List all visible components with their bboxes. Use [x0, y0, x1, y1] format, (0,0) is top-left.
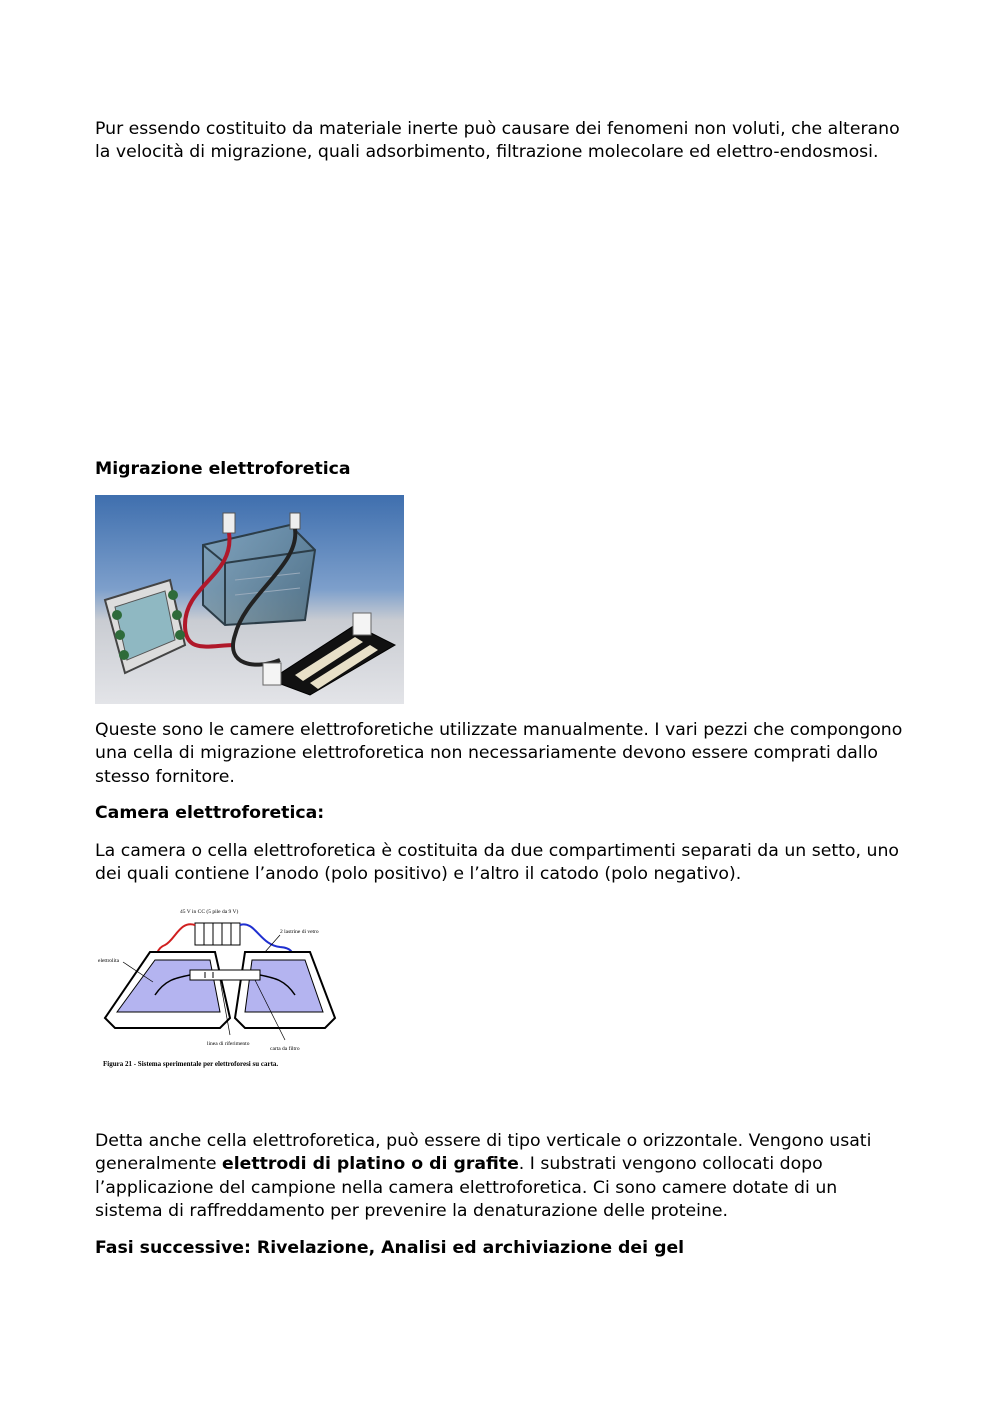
- electrophoresis-chambers-photo: [95, 495, 404, 704]
- label-electrolyte: elettrolita: [98, 958, 120, 964]
- section-heading-fasi: Fasi successive: Rivelazione, Analisi ed archiviazione dei gel: [95, 1238, 685, 1258]
- electrophoresis-diagram: [95, 900, 345, 1075]
- intro-paragraph: Pur essendo costituito da materiale inerte può causare dei fenomeni non voluti, che alterano la velocità di migrazione, quali adsorbimento, filtrazione molecolare ed elettro-endosmosi.: [95, 119, 900, 163]
- label-voltage: 45 V in CC (5 pile da 9 V): [180, 909, 239, 915]
- label-glass: 2 lastrine di vetro: [280, 929, 319, 935]
- section-heading-migrazione: Migrazione elettroforetica: [95, 459, 351, 479]
- figure-caption: Figura 21 - Sistema sperimentale per elettroforesi su carta.: [103, 1060, 279, 1068]
- label-filter: carta da filtro: [270, 1046, 300, 1052]
- cell-description: [95, 1130, 905, 1223]
- label-reference: linea di riferimento: [207, 1041, 250, 1047]
- cell-text-before: Detta anche cella elettroforetica, può essere di tipo verticale o orizzontale. Vengono usati generalmente: [95, 1131, 872, 1175]
- camera-description: La camera o cella elettroforetica è costituita da due compartimenti separati da un setto, uno dei quali contiene l’anodo (polo positivo) e l’altro il catodo (polo negativo).: [95, 841, 899, 885]
- caption-paragraph: Queste sono le camere elettroforetiche utilizzate manualmente. I vari pezzi che compongono una cella di migrazione elettroforetica non necessariamente devono essere comprati dallo stesso fornitore.: [95, 720, 903, 787]
- cell-text-bold: elettrodi di platino o di grafite: [222, 1154, 519, 1175]
- section-heading-camera: Camera elettroforetica:: [95, 803, 325, 823]
- cell-text-after: . I substrati vengono collocati dopo l’applicazione del campione nella camera elettroforetica. Ci sono camere dotate di un sistema di raffreddamento per prevenire la denaturazione delle proteine.: [95, 1154, 838, 1221]
